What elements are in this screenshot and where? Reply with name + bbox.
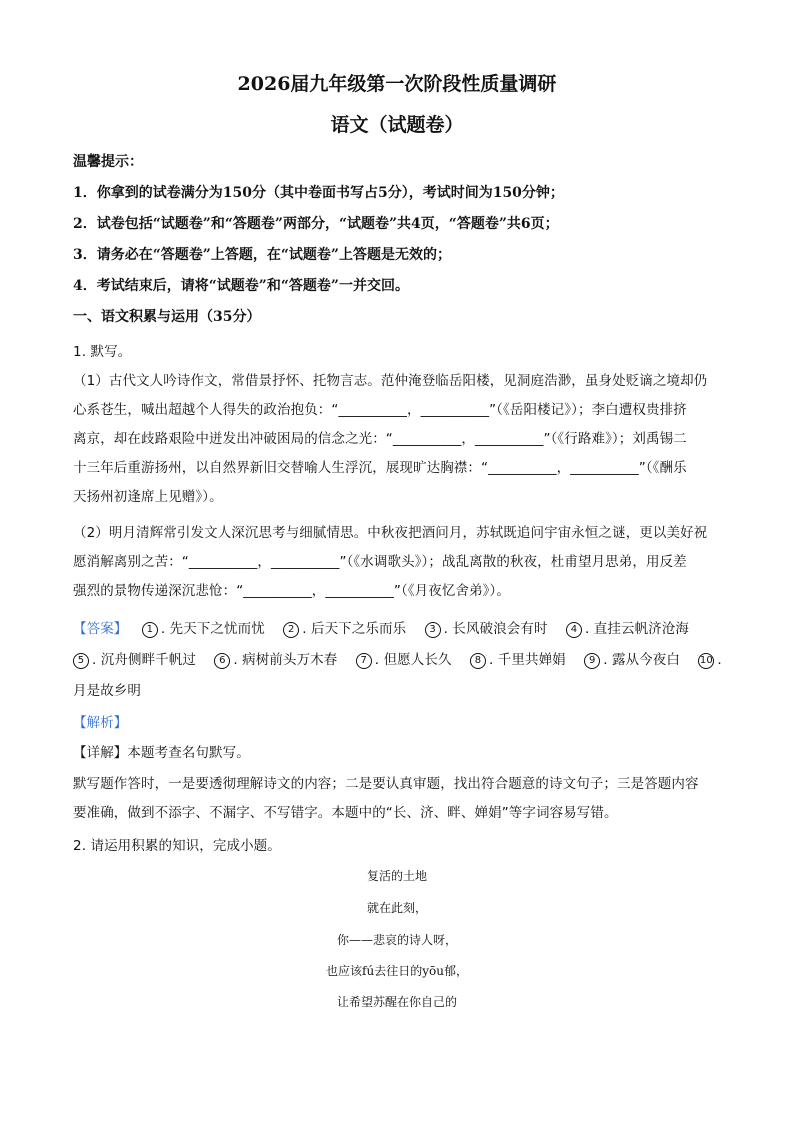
explanation	[73, 770, 725, 828]
poem-line: 你——悲哀的诗人呀，	[336, 933, 457, 947]
answer-item: 3 . 长风破浪会有时	[425, 621, 548, 637]
tip-item: 4．考试结束后，请将“试题卷”和“答题卷”一并交回。	[73, 278, 409, 294]
answer-item: 6 . 病树前头万木春	[214, 652, 337, 668]
text-line: 离京，却在歧路艰险中迸发出冲破困局的信念之光：“__________，__________”（《行路难》）；刘禹锡二	[73, 431, 687, 447]
answer-item: 2 . 后天下之乐而乐	[283, 621, 406, 637]
text-line: 强烈的景物传递深沉悲怆：“__________，__________”（《月夜忆舍弟》）。	[73, 583, 510, 599]
question-stem: 2. 请运用积累的知识，完成小题。	[73, 838, 281, 854]
circled-number-icon: 2	[283, 622, 299, 638]
circled-number-icon: 9	[584, 653, 600, 669]
page-title: 2026届九年级第一次阶段性质量调研	[237, 73, 557, 95]
question-stem: 1. 默写。	[73, 344, 132, 360]
circled-number-icon: 10	[698, 653, 714, 669]
answer-item: 5 . 沉舟侧畔千帆过	[73, 652, 196, 668]
text-line: 天扬州初逢席上见赠》）。	[73, 489, 223, 505]
text-line: （1）古代文人吟诗作文，常借景抒怀、托物言志。范仲淹登临岳阳楼，见洞庭浩渺，虽身处贬谪之境却仍	[73, 373, 708, 389]
circled-number-icon: 4	[566, 622, 582, 638]
poem-line: 也应该fú去往日的yōu郁，	[326, 964, 468, 978]
text-line: （2）明月清辉常引发文人深沉思考与细腻情思。中秋夜把酒问月，苏轼既追问宇宙永恒之谜，更以美好祝	[73, 525, 708, 541]
text-line: 默写题作答时，一是要透彻理解诗文的内容；二是要认真审题，找出符合题意的诗文句子；三是答题内容	[73, 776, 699, 792]
tip-item: 1．你拿到的试卷满分为150分（其中卷面书写占5分），考试时间为150分钟；	[73, 185, 564, 201]
tip-item: 2．试卷包括“试题卷”和“答题卷”两部分，“试题卷”共4页，“答题卷”共6页；	[73, 216, 559, 232]
circled-number-icon: 6	[214, 653, 230, 669]
answer-item: 8 . 千里共婵娟	[470, 652, 566, 668]
tip-item: 3．请务必在“答题卷”上答题，在“试题卷”上答题是无效的；	[73, 247, 451, 263]
circled-number-icon: 5	[73, 653, 89, 669]
answer-item: 1 . 先天下之忧而忧	[142, 621, 265, 637]
question-part-2	[73, 519, 725, 606]
circled-number-icon: 7	[356, 653, 372, 669]
text-line: 愿消解离别之苦：“__________，__________”（《水调歌头》）；战乱离散的秋夜，杜甫望月思弟，用反差	[73, 554, 687, 570]
poem-title: 复活的土地	[366, 869, 427, 883]
answer-item: 10 . 月是故乡明	[73, 652, 722, 699]
detail-line: 【详解】本题考查名句默写。	[73, 745, 250, 761]
analysis-label: 【解析】	[73, 715, 128, 731]
answer-item: 4 . 直挂云帆济沧海	[566, 621, 689, 637]
text-line: 心系苍生，喊出超越个人得失的政治抱负：“__________，__________”（《岳阳楼记》）；李白遭权贵排挤	[73, 402, 687, 418]
page-subtitle: 语文（试题卷）	[330, 114, 464, 136]
answer-block	[73, 614, 725, 707]
circled-number-icon: 1	[142, 622, 158, 638]
circled-number-icon: 8	[470, 653, 486, 669]
answer-label: 【答案】	[73, 621, 128, 637]
tips-heading: 温馨提示：	[73, 154, 143, 170]
poem-line: 让希望苏醒在你自己的	[336, 995, 457, 1009]
question-part-1	[73, 367, 725, 512]
poem-line: 就在此刻，	[366, 901, 427, 915]
circled-number-icon: 3	[425, 622, 441, 638]
text-line: 要准确，做到不添字、不漏字、不写错字。本题中的“长、济、畔、婵娟”等字词容易写错。	[73, 805, 618, 821]
section-heading: 一、语文积累与运用（35分）	[73, 309, 261, 325]
text-line: 十三年后重游扬州，以自然界新旧交替喻人生浮沉，展现旷达胸襟：“__________，__________”（《酬乐	[73, 460, 687, 476]
answer-item: 7 . 但愿人长久	[356, 652, 452, 668]
answer-item: 9 . 露从今夜白	[584, 652, 680, 668]
